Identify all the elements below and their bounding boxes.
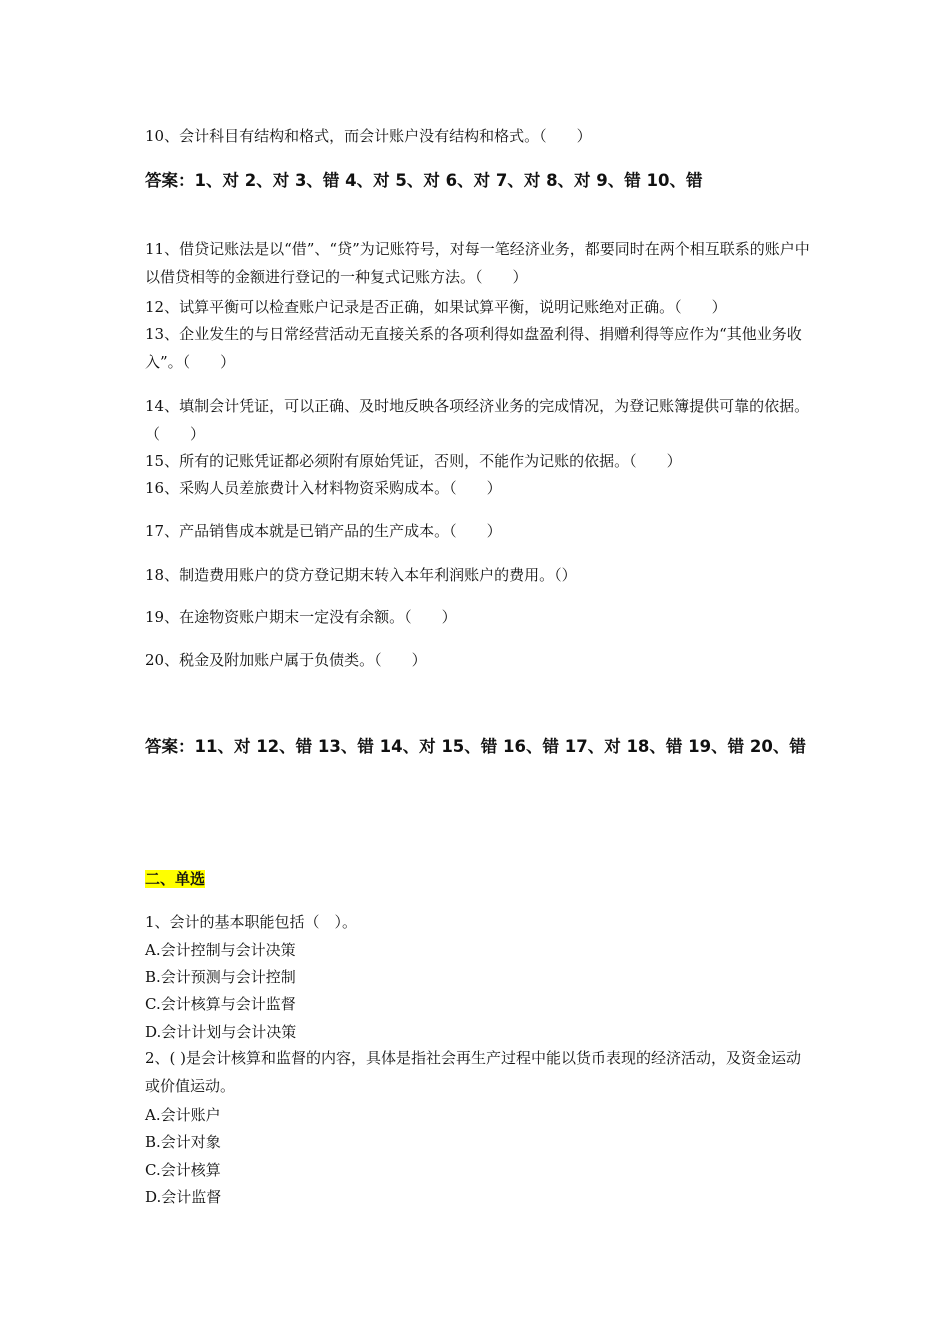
question-14: 14、填制会计凭证，可以正确、及时地反映各项经济业务的完成情况，为登记账簿提供可靠的依据。（ ）	[145, 397, 810, 443]
mc-question-1-option-b: B.会计预测与会计控制	[145, 968, 296, 986]
question-10: 10、会计科目有结构和格式，而会计账户没有结构和格式。（ ）	[145, 127, 592, 145]
question-11: 11、借贷记账法是以“借”、“贷”为记账符号，对每一笔经济业务，都要同时在两个相互联系的账户中以借贷相等的金额进行登记的一种复式记账方法。（ ）	[145, 240, 810, 286]
mc-question-1-option-c: C.会计核算与会计监督	[145, 995, 296, 1013]
mc-question-1-option-a: A.会计控制与会计决策	[145, 941, 296, 959]
mc-question-2-option-b: B.会计对象	[145, 1133, 221, 1151]
mc-question-2-stem: 2、( )是会计核算和监督的内容，具体是指社会再生产过程中能以货币表现的经济活动，及资金运动或价值运动。	[145, 1049, 802, 1095]
mc-question-1-stem: 1、会计的基本职能包括（ ）。	[145, 913, 358, 931]
question-13: 13、企业发生的与日常经营活动无直接关系的各项利得如盘盈利得、捐赠利得等应作为“其他业务收入”。（ ）	[145, 325, 802, 371]
section-title	[145, 869, 815, 889]
mc-question-2-option-a: A.会计账户	[145, 1106, 221, 1124]
question-12: 12、试算平衡可以检查账户记录是否正确，如果试算平衡，说明记账绝对正确。（ ）	[145, 298, 727, 316]
mc-question-2-option-d: D.会计监督	[145, 1188, 222, 1206]
question-17: 17、产品销售成本就是已销产品的生产成本。（ ）	[145, 522, 502, 540]
question-15: 15、所有的记账凭证都必须附有原始凭证，否则，不能作为记账的依据。（ ）	[145, 452, 682, 470]
question-20: 20、税金及附加账户属于负债类。（ ）	[145, 651, 427, 669]
section-title-highlight: 二、单选	[145, 870, 206, 888]
answer-key-11-20: 答案：11、对 12、错 13、错 14、对 15、错 16、错 17、对 18、错 19、错 20、错	[145, 737, 806, 756]
question-19: 19、在途物资账户期末一定没有余额。（ ）	[145, 608, 457, 626]
mc-question-2-option-c: C.会计核算	[145, 1161, 221, 1179]
answer-key-1-10: 答案：1、对 2、对 3、错 4、对 5、对 6、对 7、对 8、对 9、错 10、错	[145, 171, 703, 190]
mc-question-1-option-d: D.会计计划与会计决策	[145, 1023, 297, 1041]
question-18: 18、制造费用账户的贷方登记期末转入本年利润账户的费用。（）	[145, 566, 577, 584]
question-16: 16、采购人员差旅费计入材料物资采购成本。（ ）	[145, 479, 502, 497]
